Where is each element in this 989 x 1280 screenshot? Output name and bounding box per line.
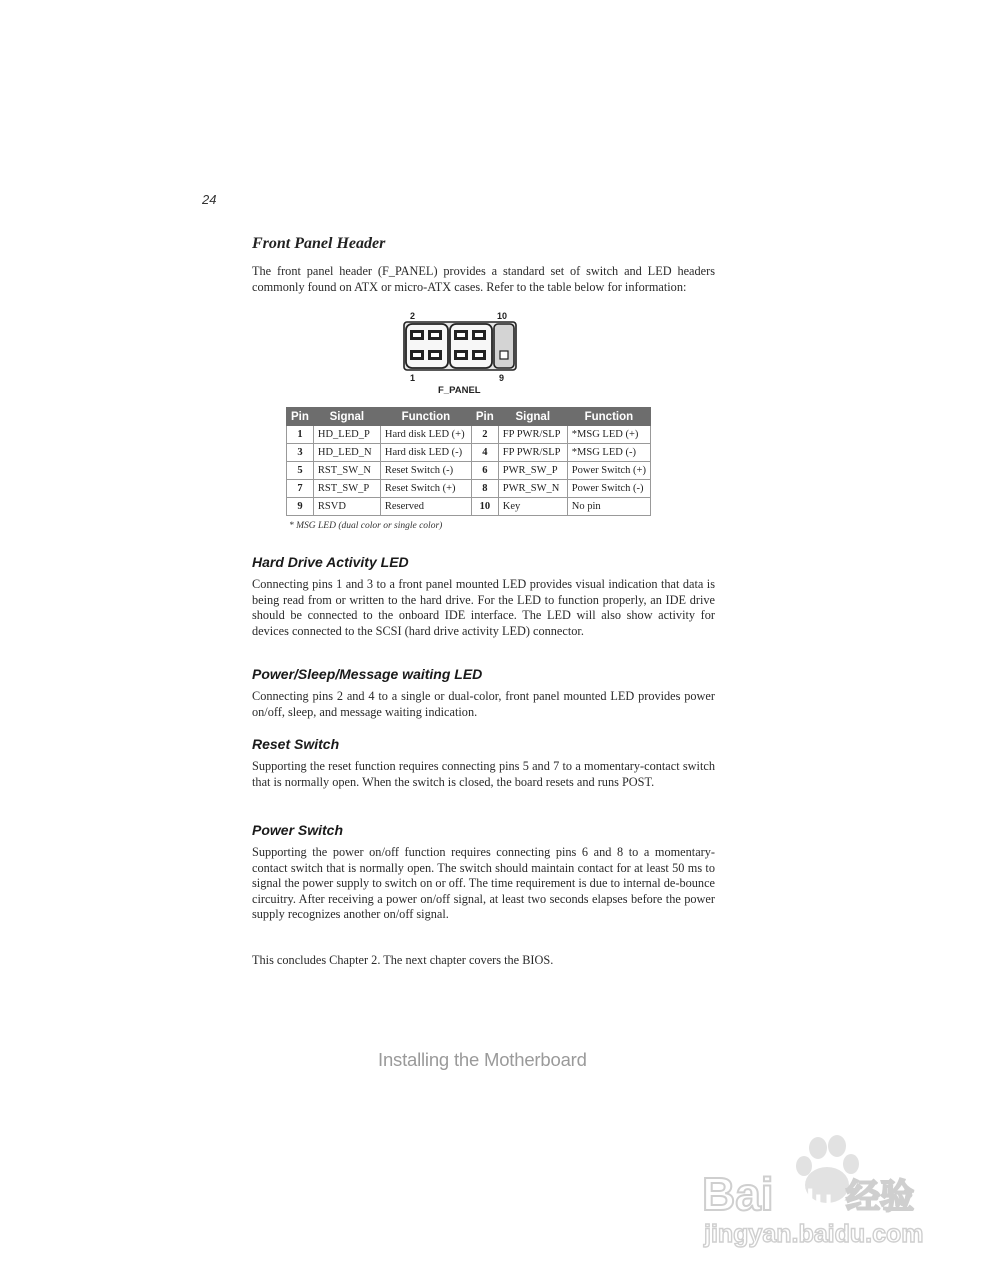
svg-text:经验: 经验 (846, 1177, 914, 1217)
cell-pin: 2 (471, 426, 498, 444)
cell-function: No pin (567, 498, 650, 516)
f-panel-diagram (400, 308, 530, 400)
section-text-power-led: Connecting pins 2 and 4 to a single or dual-color, front panel mounted LED provides power on/off, sleep, and message waiting indication. (252, 689, 715, 719)
header-function: Function (380, 408, 471, 426)
cell-pin: 8 (471, 480, 498, 498)
cell-function: Hard disk LED (+) (380, 426, 471, 444)
pin-9-label: 9 (499, 373, 505, 383)
cell-function: Hard disk LED (-) (380, 444, 471, 462)
svg-text:Bai: Bai (702, 1168, 774, 1220)
pin-10-label: 10 (497, 311, 508, 321)
header-signal: Signal (313, 408, 380, 426)
cell-pin: 10 (471, 498, 498, 516)
cell-signal: PWR_SW_N (498, 480, 567, 498)
cell-signal: RST_SW_N (313, 462, 380, 480)
cell-pin: 6 (471, 462, 498, 480)
header-pin: Pin (287, 408, 314, 426)
cell-function: *MSG LED (-) (567, 444, 650, 462)
cell-function: Reserved (380, 498, 471, 516)
header-signal: Signal (498, 408, 567, 426)
section-text-power-switch: Supporting the power on/off function requires connecting pins 6 and 8 to a momentary-contact switch that is normally open. The switch should maintain contact for at least 50 ms to signal the power supply to switch on or off. The time requirement is due to internal de-bounce circuitry. After receiving a power on/off signal, at least two seconds elapses before the power supply recognizes another on/off signal. (252, 845, 715, 922)
cell-signal: RSVD (313, 498, 380, 516)
cell-pin: 1 (287, 426, 314, 444)
cell-pin: 7 (287, 480, 314, 498)
cell-signal: PWR_SW_P (498, 462, 567, 480)
header-function: Function (567, 408, 650, 426)
cell-signal: Key (498, 498, 567, 516)
table-row (287, 444, 651, 462)
section-heading-hdd-led: Hard Drive Activity LED (252, 554, 409, 570)
baidu-watermark (700, 1130, 940, 1250)
cell-function: Reset Switch (-) (380, 462, 471, 480)
cell-function: Power Switch (+) (567, 462, 650, 480)
page-title: Front Panel Header (252, 235, 386, 252)
page-number: 24 (202, 192, 217, 207)
cell-pin: 4 (471, 444, 498, 462)
section-text-hdd-led: Connecting pins 1 and 3 to a front panel mounted LED provides visual indication that data is being read from or written to the hard drive. For the LED to function properly, an IDE drive should be connected to the onboard IDE interface. The LED will also show activity for devices connected to the SCSI (hard drive activity LED) connector. (252, 577, 715, 638)
table-row (287, 462, 651, 480)
section-heading-power-switch: Power Switch (252, 822, 344, 838)
table-row (287, 498, 651, 516)
chapter-footer: Installing the Motherboard (378, 1049, 587, 1070)
svg-text:jingyan.baidu.com: jingyan.baidu.com (704, 1220, 924, 1248)
pin-assignment-table (286, 407, 651, 516)
diagram-label: F_PANEL (438, 385, 481, 396)
cell-signal: HD_LED_N (313, 444, 380, 462)
cell-signal: FP PWR/SLP (498, 426, 567, 444)
table-header-row (287, 408, 651, 426)
svg-text:du: du (796, 1184, 833, 1217)
cell-function: Power Switch (-) (567, 480, 650, 498)
section-heading-power-led: Power/Sleep/Message waiting LED (252, 666, 483, 682)
section-text-reset: Supporting the reset function requires connecting pins 5 and 7 to a momentary-contact switch that is normally open. When the switch is closed, the board resets and runs POST. (252, 759, 715, 789)
table-row (287, 426, 651, 444)
header-pin: Pin (471, 408, 498, 426)
pin-1-label: 1 (410, 373, 416, 383)
cell-pin: 9 (287, 498, 314, 516)
cell-signal: HD_LED_P (313, 426, 380, 444)
pin-2-label: 2 (410, 311, 416, 321)
section-heading-reset: Reset Switch (252, 736, 340, 752)
table-row (287, 480, 651, 498)
conclusion-text: This concludes Chapter 2. The next chapter covers the BIOS. (252, 953, 554, 967)
cell-function: Reset Switch (+) (380, 480, 471, 498)
cell-signal: RST_SW_P (313, 480, 380, 498)
intro-paragraph: The front panel header (F_PANEL) provides a standard set of switch and LED headers commonly found on ATX or micro-ATX cases. Refer to the table below for information: (252, 264, 715, 294)
cell-pin: 3 (287, 444, 314, 462)
table-footnote: * MSG LED (dual color or single color) (289, 521, 443, 531)
cell-signal: FP PWR/SLP (498, 444, 567, 462)
cell-pin: 5 (287, 462, 314, 480)
cell-function: *MSG LED (+) (567, 426, 650, 444)
